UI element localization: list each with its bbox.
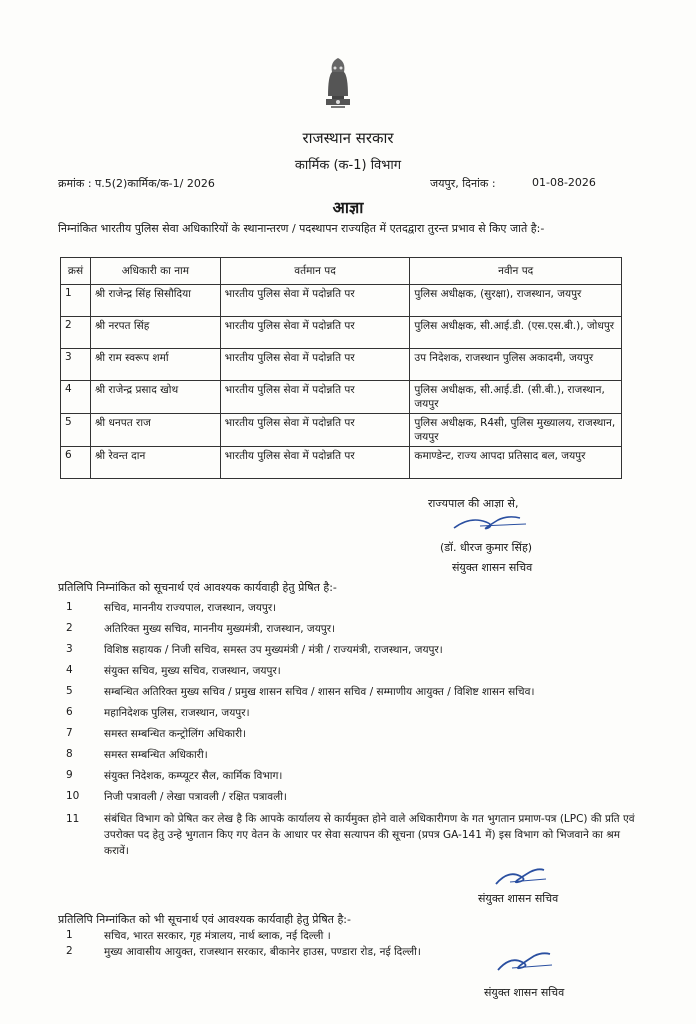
row-sn: 1 <box>61 285 91 317</box>
state-emblem-icon <box>316 52 360 110</box>
copy-list-1-title: प्रतिलिपि निम्नांकित को सूचनार्थ एवं आवश्यक कार्यवाही हेतु प्रेषित है:- <box>58 581 337 594</box>
order-intro: निम्नांकित भारतीय पुलिस सेवा अधिकारियों के स्थानान्तरण / पदस्थापन राज्यहित में एतदद्वारा तुरन्त प्रभाव से किए जाते है:- <box>58 222 545 235</box>
row-officer-name: श्री राजेन्द्र प्रसाद खोथ <box>90 381 220 414</box>
table-row <box>61 414 622 447</box>
row-sn: 3 <box>61 349 91 381</box>
table-header-row <box>61 258 622 285</box>
row-sn: 4 <box>61 381 91 414</box>
list-item: 2 मुख्य आवासीय आयुक्त, राजस्थान सरकार, बीकानेर हाउस, पण्डारा रोड, नई दिल्ली। <box>66 945 421 958</box>
row-new-post: पुलिस अधीक्षक, सी.आई.डी. (सी.बी.), राजस्थान, जयपुर <box>410 381 622 414</box>
list-item: 9 संयुक्त निदेशक, कम्प्यूटर सैल, कार्मिक विभाग। <box>66 769 283 782</box>
table-row <box>61 447 622 479</box>
list-item: 11 संबंधित विभाग को प्रेषित कर लेख है कि आपके कार्यालय से कार्यमुक्त होने वाले अधिकारीगण के गत भुगतान प्रमाण-पत्र (LPC) की प्रति एवं उपरोक्त पद हेतु उन्हे भुगतान किए गए वेतन के आधार पर सेवा सत्यापन की सूचना (प्रपत्र GA-141 में) इस विभाग को भिजवाने का श्रम करावें। <box>66 813 635 857</box>
order-title: आज्ञा <box>332 198 364 217</box>
row-officer-name: श्री रेवन्त दान <box>90 447 220 479</box>
row-new-post: पुलिस अधीक्षक, R4सी, पुलिस मुख्यालय, राजस्थान, जयपुर <box>410 414 622 447</box>
row-new-post: पुलिस अधीक्षक, सी.आई.डी. (एस.एस.बी.), जोधपुर <box>410 317 622 349</box>
signature-2-icon <box>490 864 550 890</box>
list-item: 2 अतिरिक्त मुख्य सचिव, माननीय मुख्यमंत्री, राजस्थान, जयपुर। <box>66 622 336 635</box>
list-item: 1 सचिव, माननीय राज्यपाल, राजस्थान, जयपुर। <box>66 601 277 614</box>
column-header-name: अधिकारी का नाम <box>90 258 220 285</box>
list-item: 8 समस्त सम्बन्धित अधिकारी। <box>66 748 208 761</box>
list-item: 4 संयुक्त सचिव, मुख्य सचिव, राजस्थान, जयपुर। <box>66 664 281 677</box>
place-date-label: जयपुर, दिनांक : <box>430 177 496 190</box>
table-row <box>61 381 622 414</box>
list-item: 7 समस्त सम्बन्धित कन्ट्रोलिंग अधिकारी। <box>66 727 247 740</box>
row-officer-name: श्री नरपत सिंह <box>90 317 220 349</box>
list-item: 5 सम्बन्धित अतिरिक्त मुख्य सचिव / प्रमुख शासन सचिव / शासन सचिव / सम्माणीय आयुक्त / विशिष्ट शासन सचिव। <box>66 685 535 698</box>
table-row <box>61 349 622 381</box>
order-date: 01-08-2026 <box>532 176 596 189</box>
copy-list-2-title: प्रतिलिपि निम्नांकित को भी सूचनार्थ एवं आवश्यक कार्यवाही हेतु प्रेषित है:- <box>58 913 351 926</box>
by-order-text: राज्यपाल की आज्ञा से, <box>428 497 519 510</box>
signature-1-icon <box>450 512 530 534</box>
signature-3-icon <box>492 948 556 976</box>
copy-list-2-signatory: संयुक्त शासन सचिव <box>484 986 565 999</box>
copy-list-2 <box>58 929 644 961</box>
row-current-post: भारतीय पुलिस सेवा में पदोन्नति पर <box>220 285 410 317</box>
reference-number: क्रमांक : प.5(2)कार्मिक/क-1/ 2026 <box>58 177 215 190</box>
signatory-name: (डॉ. धीरज कुमार सिंह) <box>440 541 533 554</box>
transfer-table <box>60 257 622 479</box>
list-item: 1 सचिव, भारत सरकार, गृह मंत्रालय, नार्थ ब्लाक, नई दिल्ली । <box>66 929 331 942</box>
signatory-designation: संयुक्त शासन सचिव <box>452 561 533 574</box>
row-officer-name: श्री धनपत राज <box>90 414 220 447</box>
copy-list-1 <box>58 601 644 859</box>
row-current-post: भारतीय पुलिस सेवा में पदोन्नति पर <box>220 349 410 381</box>
row-sn: 6 <box>61 447 91 479</box>
column-header-new-post: नवीन पद <box>410 258 622 285</box>
department-name: कार्मिक (क-1) विभाग <box>294 158 402 173</box>
row-sn: 5 <box>61 414 91 447</box>
row-officer-name: श्री राजेन्द्र सिंह सिसौदिया <box>90 285 220 317</box>
table-row <box>61 317 622 349</box>
row-current-post: भारतीय पुलिस सेवा में पदोन्नति पर <box>220 447 410 479</box>
row-current-post: भारतीय पुलिस सेवा में पदोन्नति पर <box>220 414 410 447</box>
list-item: 6 महानिदेशक पुलिस, राजस्थान, जयपुर। <box>66 706 250 719</box>
table-row <box>61 285 622 317</box>
row-current-post: भारतीय पुलिस सेवा में पदोन्नति पर <box>220 317 410 349</box>
government-name: राजस्थान सरकार <box>302 129 394 147</box>
row-new-post: कमाण्डेन्ट, राज्य आपदा प्रतिसाद बल, जयपुर <box>410 447 622 479</box>
row-officer-name: श्री राम स्वरूप शर्मा <box>90 349 220 381</box>
list-item: 3 विशिष्ठ सहायक / निजी सचिव, समस्त उप मुख्यमंत्री / मंत्री / राज्यमंत्री, राजस्थान, जयपुर। <box>66 643 443 656</box>
row-new-post: उप निदेशक, राजस्थान पुलिस अकादमी, जयपुर <box>410 349 622 381</box>
list-item: 10 निजी पत्रावली / लेखा पत्रावली / रक्षित पत्रावली। <box>66 790 287 803</box>
column-header-current-post: वर्तमान पद <box>220 258 410 285</box>
row-sn: 2 <box>61 317 91 349</box>
row-new-post: पुलिस अधीक्षक, (सुरक्षा), राजस्थान, जयपुर <box>410 285 622 317</box>
copy-list-1-signatory: संयुक्त शासन सचिव <box>478 892 559 905</box>
column-header-sn: क्रसं <box>61 258 91 285</box>
row-current-post: भारतीय पुलिस सेवा में पदोन्नति पर <box>220 381 410 414</box>
